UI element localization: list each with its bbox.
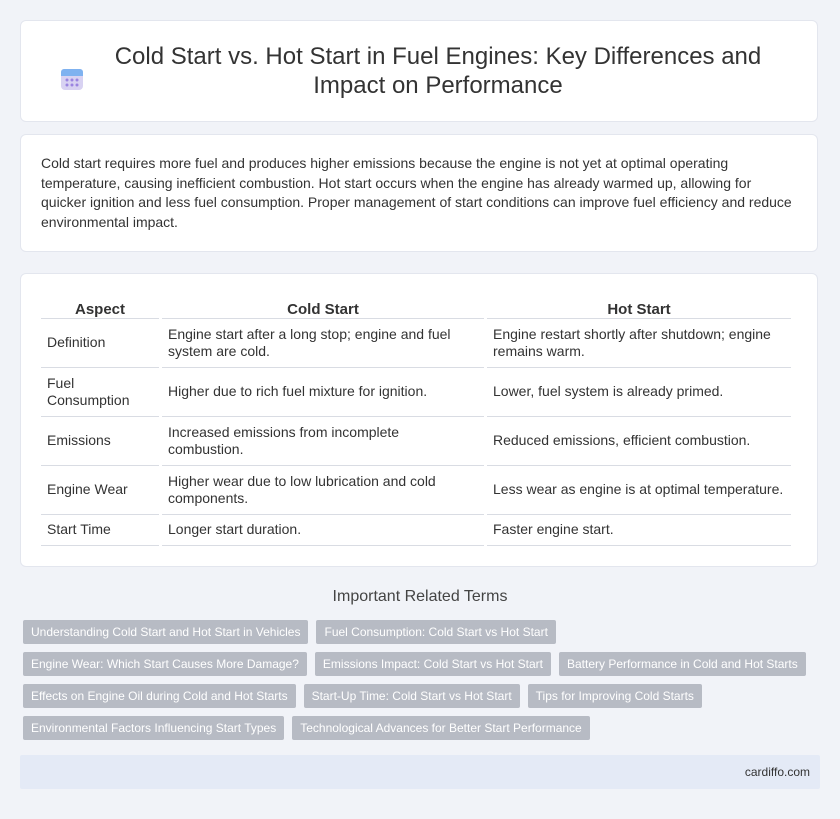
cold-start-cell: Longer start duration.: [162, 515, 484, 546]
table-row: [41, 368, 791, 417]
aspect-cell: Emissions: [41, 417, 159, 466]
header-aspect: Aspect: [41, 292, 159, 319]
aspect-cell: Start Time: [41, 515, 159, 546]
intro-card: [20, 134, 818, 252]
related-term-tag[interactable]: Understanding Cold Start and Hot Start in Vehicles: [23, 620, 308, 644]
hot-start-cell: Less wear as engine is at optimal temperature.: [487, 466, 791, 515]
footer-site-link[interactable]: cardiffo.com: [744, 765, 810, 779]
tag-row: [23, 684, 803, 708]
hot-start-cell: Reduced emissions, efficient combustion.: [487, 417, 791, 466]
hot-start-cell: Engine restart shortly after shutdown; engine remains warm.: [487, 319, 791, 368]
related-term-tag[interactable]: Tips for Improving Cold Starts: [528, 684, 702, 708]
footer: [20, 755, 820, 789]
table-row: [41, 417, 791, 466]
related-term-tag[interactable]: Battery Performance in Cold and Hot Starts: [559, 652, 806, 676]
related-term-tag[interactable]: Technological Advances for Better Start Performance: [292, 716, 589, 740]
title-card: [20, 20, 818, 122]
header-hot-start: Hot Start: [487, 292, 791, 319]
table-row: [41, 319, 791, 368]
table-row: [41, 515, 791, 546]
calendar-icon: [59, 66, 85, 92]
cold-start-cell: Engine start after a long stop; engine and fuel system are cold.: [162, 319, 484, 368]
related-term-tag[interactable]: Start-Up Time: Cold Start vs Hot Start: [304, 684, 520, 708]
related-terms-list: [23, 620, 803, 748]
cold-start-cell: Higher wear due to low lubrication and cold components.: [162, 466, 484, 515]
comparison-card: [20, 273, 818, 567]
page-title: Cold Start vs. Hot Start in Fuel Engines: Key Differences and Impact on Performance: [114, 43, 762, 99]
aspect-cell: Fuel Consumption: [41, 368, 159, 417]
related-term-tag[interactable]: Environmental Factors Influencing Start Types: [23, 716, 284, 740]
related-term-tag[interactable]: Emissions Impact: Cold Start vs Hot Start: [315, 652, 551, 676]
cold-start-cell: Higher due to rich fuel mixture for ignition.: [162, 368, 484, 417]
cold-start-cell: Increased emissions from incomplete combustion.: [162, 417, 484, 466]
related-term-tag[interactable]: Fuel Consumption: Cold Start vs Hot Start: [316, 620, 555, 644]
table-header-row: [41, 292, 791, 319]
intro-text: Cold start requires more fuel and produces higher emissions because the engine is not yet at optimal operating temperature, causing inefficient combustion. Hot start occurs when the engine has already warmed up, allowing for quicker ignition and less fuel consumption. Proper management of start conditions can improve fuel efficiency and reduce environmental impact.: [41, 155, 792, 230]
related-terms-title: Important Related Terms: [332, 588, 508, 605]
related-term-tag[interactable]: Effects on Engine Oil during Cold and Hot Starts: [23, 684, 296, 708]
aspect-cell: Definition: [41, 319, 159, 368]
hot-start-cell: Faster engine start.: [487, 515, 791, 546]
comparison-table: [38, 292, 794, 546]
table-row: [41, 466, 791, 515]
related-term-tag[interactable]: Engine Wear: Which Start Causes More Damage?: [23, 652, 307, 676]
aspect-cell: Engine Wear: [41, 466, 159, 515]
header-cold-start: Cold Start: [162, 292, 484, 319]
tag-row: [23, 620, 803, 644]
tag-row: [23, 716, 803, 740]
tag-row: [23, 652, 803, 676]
hot-start-cell: Lower, fuel system is already primed.: [487, 368, 791, 417]
